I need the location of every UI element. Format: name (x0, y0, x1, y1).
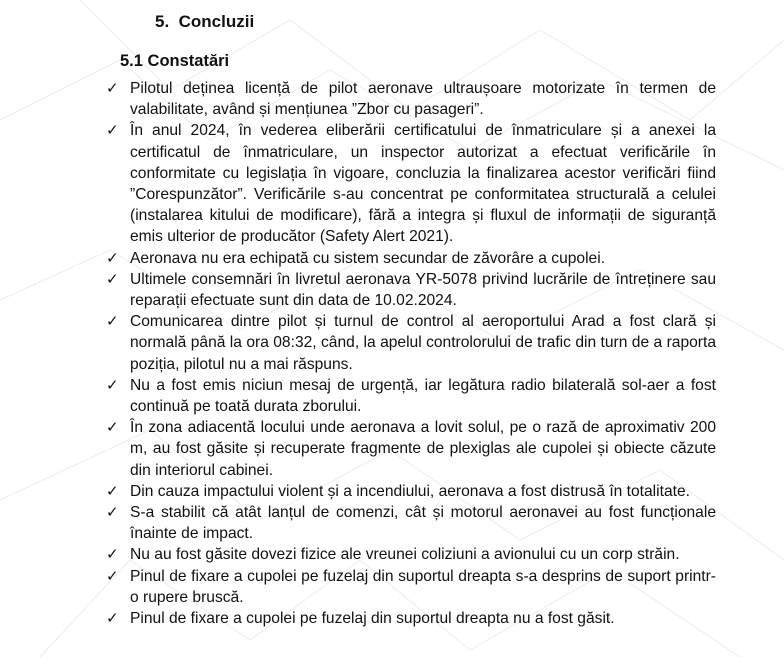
check-mark-icon: ✓ (106, 609, 119, 628)
section-number: 5. (155, 12, 170, 31)
section-title: Concluzii (178, 12, 255, 31)
finding-text: Pinul de fixare a cupolei pe fuzelaj din suportul dreapta nu a fost găsit. (130, 610, 615, 628)
check-mark-icon: ✓ (106, 503, 119, 522)
finding-item (106, 375, 716, 417)
finding-text: Ultimele consemnări în livretul aeronava YR-5078 privind lucrările de întreținere sau reparații efectuate sunt din data de 10.02.2024. (130, 270, 716, 310)
finding-item (106, 417, 716, 481)
check-mark-icon: ✓ (106, 418, 119, 437)
finding-item (106, 269, 716, 311)
finding-text: Aeronava nu era echipată cu sistem secundar de zăvorâre a cupolei. (130, 249, 606, 267)
finding-text: În zona adiacentă locului unde aeronava a lovit solul, pe o rază de aproximativ 200 m, au fost găsite și recuperate fragmente de plexiglas ale cupolei și obiecte căzute din interiorul cabinei. (130, 419, 716, 479)
check-mark-icon: ✓ (106, 248, 119, 267)
subsection-title: Constatări (147, 52, 230, 70)
check-mark-icon: ✓ (106, 79, 119, 97)
finding-item (106, 502, 716, 544)
check-mark-icon: ✓ (106, 566, 119, 585)
finding-text: Pinul de fixare a cupolei pe fuzelaj din suportul dreapta s-a desprins de suport printr-o rupere bruscă. (130, 567, 716, 606)
subsection-heading (120, 52, 229, 71)
finding-item (106, 608, 716, 629)
check-mark-icon: ✓ (106, 375, 119, 394)
check-mark-icon: ✓ (106, 312, 119, 331)
section-heading (155, 12, 254, 32)
finding-item (106, 78, 716, 120)
finding-text: Pilotul deținea licență de pilot aeronave ultraușoare motorizate în termen de valabilitate, având și mențiunea ”Zbor cu pasageri”. (130, 80, 716, 119)
finding-text: În anul 2024, în vederea eliberării certificatului de înmatriculare și a anexei la certificatul de înmatriculare, un inspector autorizat a efectuat verificările în conformitate cu legislația în vigoare, concluzia la finalizarea acestor verificări fiind ”Corespunzător”. Verificările s-au concentrat pe conformitatea structurală a celulei (instalarea kitului de modificare), fără a integra și fluxul de informații de siguranță emis ulterior de producător (Safety Alert 2021). (130, 122, 716, 246)
check-mark-icon: ✓ (106, 269, 119, 288)
subsection-number: 5.1 (120, 52, 143, 70)
finding-text: Nu au fost găsite dovezi fizice ale vreunei coliziuni a avionului cu un corp străin. (130, 546, 680, 564)
finding-item (106, 566, 716, 608)
finding-item (106, 248, 716, 269)
finding-item (106, 120, 716, 247)
finding-item (106, 311, 716, 375)
finding-text: Din cauza impactului violent și a incendiului, aeronava a fost distrusă în totalitate. (130, 482, 690, 500)
finding-text: S-a stabilit că atât lanțul de comenzi, cât și motorul aeronavei au fost funcționale înainte de impact. (130, 504, 716, 543)
finding-item (106, 481, 716, 502)
finding-text: Comunicarea dintre pilot și turnul de control al aeroportului Arad a fost clară și normală până la ora 08:32, când, la apelul controlorului de trafic din turn de a raporta poziția, pilotul nu a mai răspuns. (130, 313, 716, 373)
findings-list (106, 78, 716, 629)
finding-text: Nu a fost emis niciun mesaj de urgență, iar legătura radio bilaterală sol-aer a fost continuă pe toată durata zborului. (130, 376, 716, 416)
check-mark-icon: ✓ (106, 121, 119, 140)
finding-item (106, 544, 716, 565)
check-mark-icon: ✓ (106, 545, 119, 564)
check-mark-icon: ✓ (106, 481, 119, 500)
